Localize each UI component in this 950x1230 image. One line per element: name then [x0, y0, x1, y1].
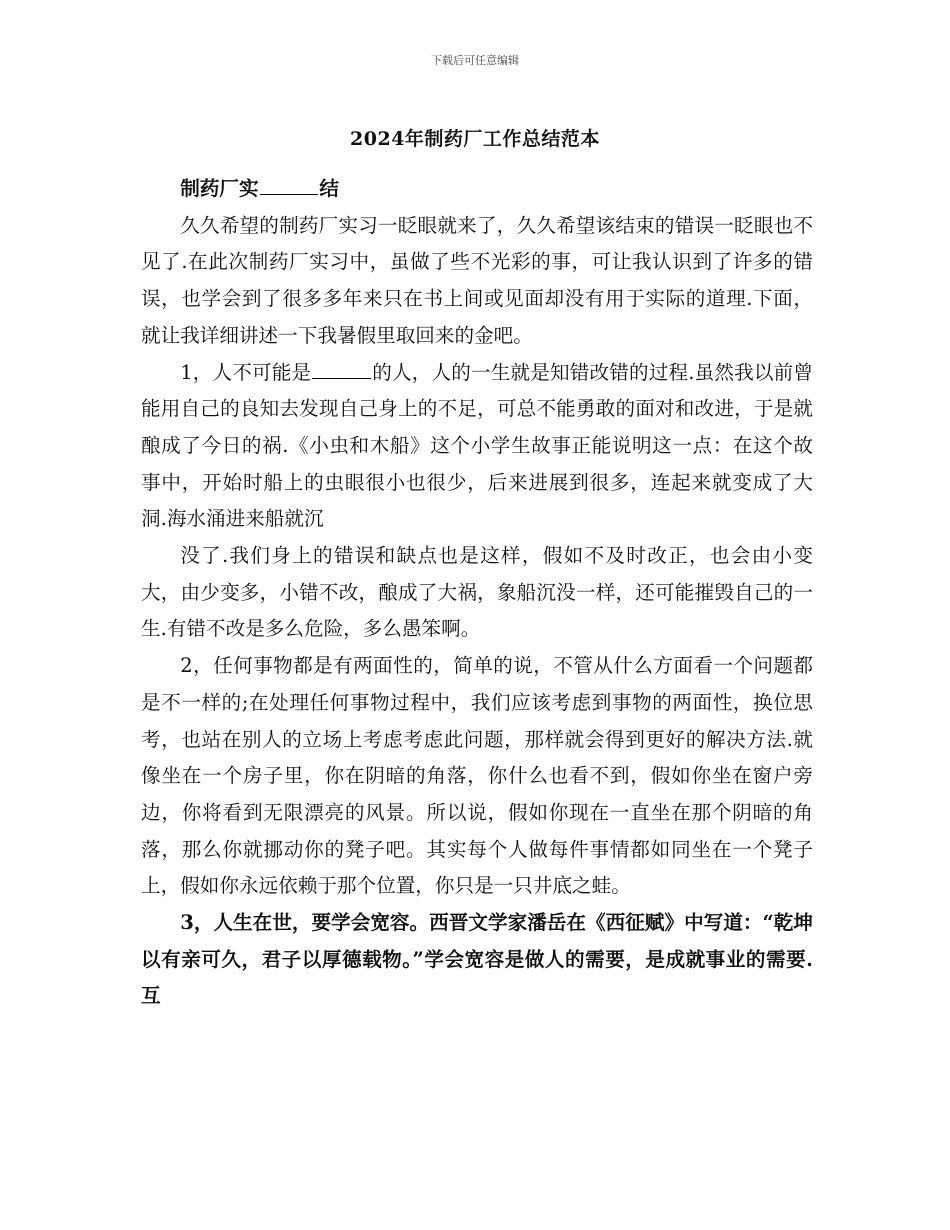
section-heading-end: 结 — [319, 177, 339, 200]
blank-line — [312, 358, 371, 379]
paragraph-point-1 — [141, 355, 813, 539]
header-note: 下载后可任意编辑 — [431, 54, 519, 67]
document-body — [141, 171, 813, 1015]
paragraph-point-2: 2，任何事物都是有两面性的，简单的说，不管从什么方面看一个问题都是不一样的;在处理任何事物过程中，我们应该考虑到事物的两面性，换位思考，也站在别人的立场上考虑考虑此问题，那样就会得到更好的解决方法.就像坐在一个房子里，你在阴暗的角落，你什么也看不到，假如你坐在窗户旁边，你将看到无限漂亮的风景。所以说，假如你现在一直坐在那个阴暗的角落，那么你就挪动你的凳子吧。其实每个人做每件事情都如同坐在一个凳子上，假如你永远依赖于那个位置，你只是一只井底之蛙。 — [141, 654, 813, 898]
document-title: 2024年制药厂工作总结范本 — [350, 128, 600, 150]
paragraph-point-1-continued: 没了.我们身上的错误和缺点也是这样，假如不及时改正，也会由小变大，由少变多，小错不改，酿成了大祸，象船沉没一样，还可能摧毁自己的一生.有错不改是多么危险，多么愚笨啊。 — [141, 544, 813, 641]
section-heading — [141, 171, 813, 208]
paragraph-intro: 久久希望的制药厂实习一眨眼就来了，久久希望该结束的错误一眨眼也不见了.在此次制药厂实习中，虽做了些不光彩的事，可让我认识到了许多的错误，也学会到了很多多年来只在书上间或见面却没有用于实际的道理.下面，就让我详细讲述一下我暑假里取回来的金吧。 — [141, 213, 813, 347]
blank-line — [260, 174, 319, 195]
section-heading-start: 制药厂实 — [180, 177, 259, 200]
paragraph-point-3: 3，人生在世，要学会宽容。西晋文学家潘岳在《西征赋》中写道：“乾坤以有亲可久，君子以厚德载物。”学会宽容是做人的需要，是成就事业的需要.互 — [141, 911, 813, 1008]
paragraph-point-1-rest: 的人，人的一生就是知错改错的过程.虽然我以前曾能用自己的良知去发现自己身上的不足，可总不能勇敢的面对和改进，于是就酿成了今日的祸.《小虫和木船》这个小学生故事正能说明这一点：在这个故事中，开始时船上的虫眼很小也很少，后来进展到很多，连起来就变成了大洞.海水涌进来船就沉 — [141, 360, 813, 531]
paragraph-point-1-start: 1，人不可能是 — [180, 360, 312, 384]
